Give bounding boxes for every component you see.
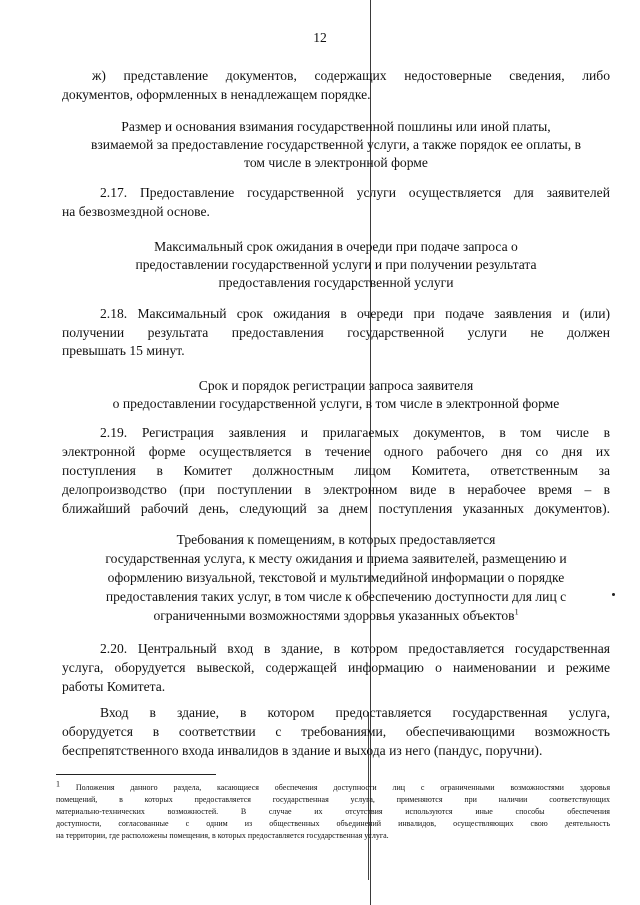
paragraph-2-19-line-2: электронной форме осуществляется в течение одного рабочего дня со дня их: [62, 444, 610, 459]
paragraph-entry-line-2: оборудуется в соответствии с требованиями, обеспечивающими возможность: [62, 724, 610, 739]
footnote-line-4: доступности, согласованные с одним из общественных объединений инвалидов, осуществляющих свою деятельность: [56, 819, 610, 828]
heading-premises-line-4: предоставления таких услуг, в том числе к обеспечению доступности для лиц с: [105, 589, 567, 604]
paragraph-entry-line-1: Вход в здание, в котором предоставляется государственная услуга,: [100, 705, 610, 720]
heading-registration-line-1: Срок и порядок регистрации запроса заявителя: [198, 378, 474, 393]
paragraph-2-18-line-3: превышать 15 минут.: [62, 343, 185, 358]
heading-premises-line-3: оформлению визуальной, текстовой и мультимедийной информации о порядке: [107, 570, 565, 585]
paragraph-entry-line-3: беспрепятственного входа инвалидов в здание и выхода из него (пандус, поручни).: [62, 743, 543, 758]
paragraph-2-19-line-1: 2.19. Регистрация заявления и прилагаемых документов, в том числе в: [100, 425, 610, 440]
footnote-line-2: помещений, в которых предоставляется государственная услуга, применяются при наличии соответствующих: [56, 795, 610, 804]
paragraph-2-19-line-4: делопроизводство (при поступлении в электронном виде в нерабочее время – в: [62, 482, 610, 497]
footnote-reference-mark: 1: [514, 607, 519, 617]
paragraph-2-20-line-2: услуга, оборудуется вывеской, содержащей информацию о наименовании и режиме: [62, 660, 610, 675]
heading-premises-line-2: государственная услуга, к месту ожидания и приема заявителей, размещению и: [105, 551, 567, 566]
paragraph-2-19-line-5: ближайший рабочий день, следующий за днем поступления указанных документов).: [62, 501, 610, 516]
footnote-line-1: [56, 779, 610, 793]
paragraph-2-17-line-1: 2.17. Предоставление государственной услуги осуществляется для заявителей: [100, 185, 610, 200]
footnote-separator: [56, 774, 216, 775]
heading-fee-line-1: Размер и основания взимания государственной пошлины или иной платы,: [121, 119, 551, 134]
footnote-line-3: материально-технических возможностей. В случае их отсутствия используются иные способы обеспечения: [56, 807, 610, 816]
paragraph-zh-line-1: ж) представление документов, содержащих недостоверные сведения, либо: [92, 68, 610, 83]
paragraph-zh-line-2: документов, оформленных в ненадлежащем порядке.: [62, 87, 371, 102]
footnote-line-5: на территории, где расположены помещения, в которых предоставляется государственная услуга.: [56, 831, 389, 840]
heading-premises-line-1: Требования к помещениям, в которых предоставляется: [176, 532, 496, 547]
heading-wait-line-1: Максимальный срок ожидания в очереди при подаче запроса о: [154, 239, 518, 254]
paragraph-2-18-line-1: 2.18. Максимальный срок ожидания в очереди при подаче заявления и (или): [100, 306, 610, 321]
paragraph-2-20-line-3: работы Комитета.: [62, 679, 166, 694]
heading-registration-line-2: о предоставлении государственной услуги, в том числе в электронной форме: [112, 396, 560, 411]
paragraph-2-20-line-1: 2.20. Центральный вход в здание, в котором предоставляется государственная: [100, 641, 610, 656]
heading-fee-line-3: том числе в электронной форме: [244, 155, 428, 170]
paragraph-2-19-line-3: поступления в Комитет должностным лицом Комитета, ответственным за: [62, 463, 610, 478]
heading-premises-line-5: [62, 607, 610, 625]
footnote-line-1-text: Положения данного раздела, касающиеся обеспечения доступности лиц с ограниченными возможностями здоровья: [75, 783, 610, 792]
heading-fee-line-2: взимаемой за предоставление государственной услуги, а также порядок ее оплаты, в: [91, 137, 581, 152]
heading-wait-line-3: предоставления государственной услуги: [218, 275, 454, 290]
footnote-mark: 1: [56, 779, 60, 789]
paragraph-2-18-line-2: получении результата предоставления государственной услуги не должен: [62, 325, 610, 340]
heading-premises-line-5-text: ограниченными возможностями здоровья указанных объектов: [153, 608, 515, 623]
scan-speck: [612, 593, 615, 596]
paragraph-2-17-line-2: на безвозмездной основе.: [62, 204, 210, 219]
heading-wait-line-2: предоставлении государственной услуги и при получении результата: [135, 257, 537, 272]
page-number: 12: [313, 30, 327, 45]
